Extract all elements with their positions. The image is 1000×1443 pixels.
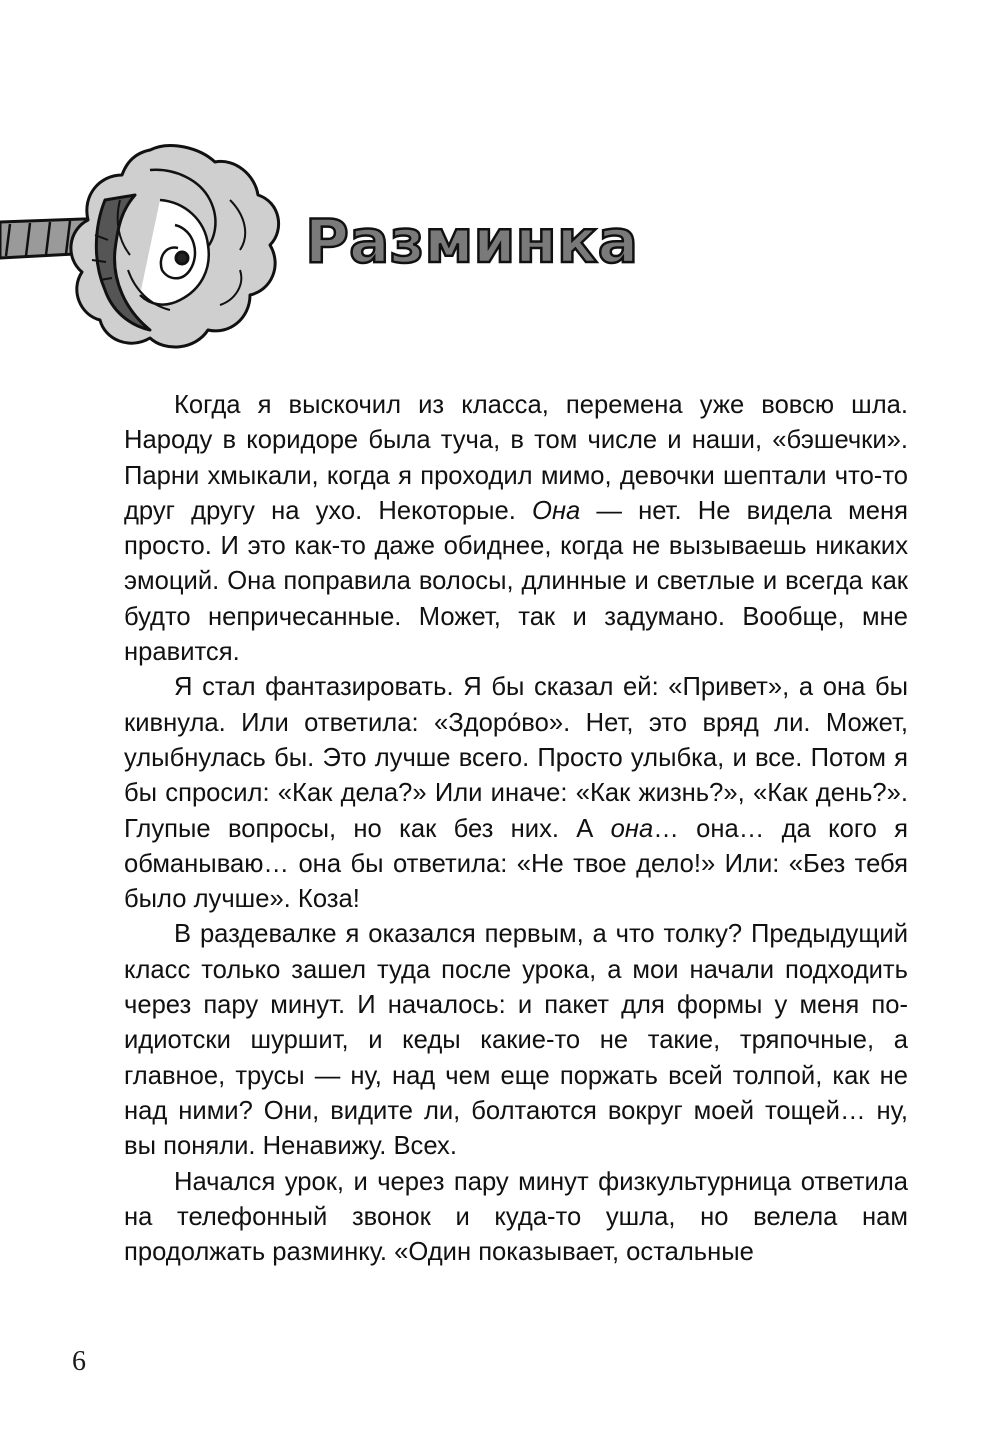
paragraph-text: Я стал фантазировать. Я бы сказал ей: «Привет», а она бы кивнула. Или ответила: «Здоро́во». Нет, это вряд ли. Может, улыбнулась бы. Это лучше всего. Просто улыбка, и все. Потом я бы спросил: «Как дела?» Или иначе: «Как жизнь?», «Как день?». Глупые вопросы, но как без них. А xyxy=(124,673,908,843)
paragraph-italic: Она xyxy=(532,496,581,525)
paragraph xyxy=(124,917,908,1164)
paragraph-text: Начался урок, и через пару минут физкультурница ответила на телефонный звонок и куда-то ушла, но велела нам продолжать разминку. «Один показывает, остальные xyxy=(124,1167,908,1267)
paragraph-italic: она xyxy=(610,814,654,843)
chapter-body xyxy=(124,388,908,1270)
paragraph xyxy=(124,1165,908,1271)
paragraph xyxy=(124,388,908,670)
paragraph-text: В раздевалке я оказался первым, а что толку? Предыдущий класс только зашел туда после урока, а мои начали подходить через пару минут. И началось: и пакет для формы у меня по-идиотски шуршит, и кеды какие-то не такие, тряпочные, а главное, трусы — ну, над чем еще поржать всей толпой, как не над ними? Они, видите ли, болтаются вокруг моей тощей… ну, вы поняли. Ненавижу. Всех. xyxy=(124,920,908,1161)
flower-head xyxy=(71,146,279,347)
chapter-header xyxy=(0,140,1000,380)
page-number: 6 xyxy=(72,1346,86,1377)
paragraph-text-rest: — нет. Не видела меня просто. И это как-то даже обиднее, когда не вызываешь никаких эмоций. Она поправила волосы, длинные и светлые и всегда как будто непричесанные. Может, так и задумано. Вообще, мне нравится. xyxy=(124,496,908,667)
paragraph xyxy=(124,670,908,917)
chapter-title: Разминка xyxy=(305,207,639,277)
paragraph-text-rest: … она… да кого я обманываю… она бы ответила: «Не твое дело!» Или: «Без тебя было лучше». Коза! xyxy=(124,814,908,914)
paragraph-text: Когда я выскочил из класса, перемена уже вовсю шла. Народу в коридоре была туча, в том числе и наши, «бэшечки». Парни хмыкали, когда я проходил мимо, девочки шептали что-то друг другу на ухо. Некоторые. xyxy=(124,391,908,525)
carnation-flower-icon xyxy=(0,140,290,380)
